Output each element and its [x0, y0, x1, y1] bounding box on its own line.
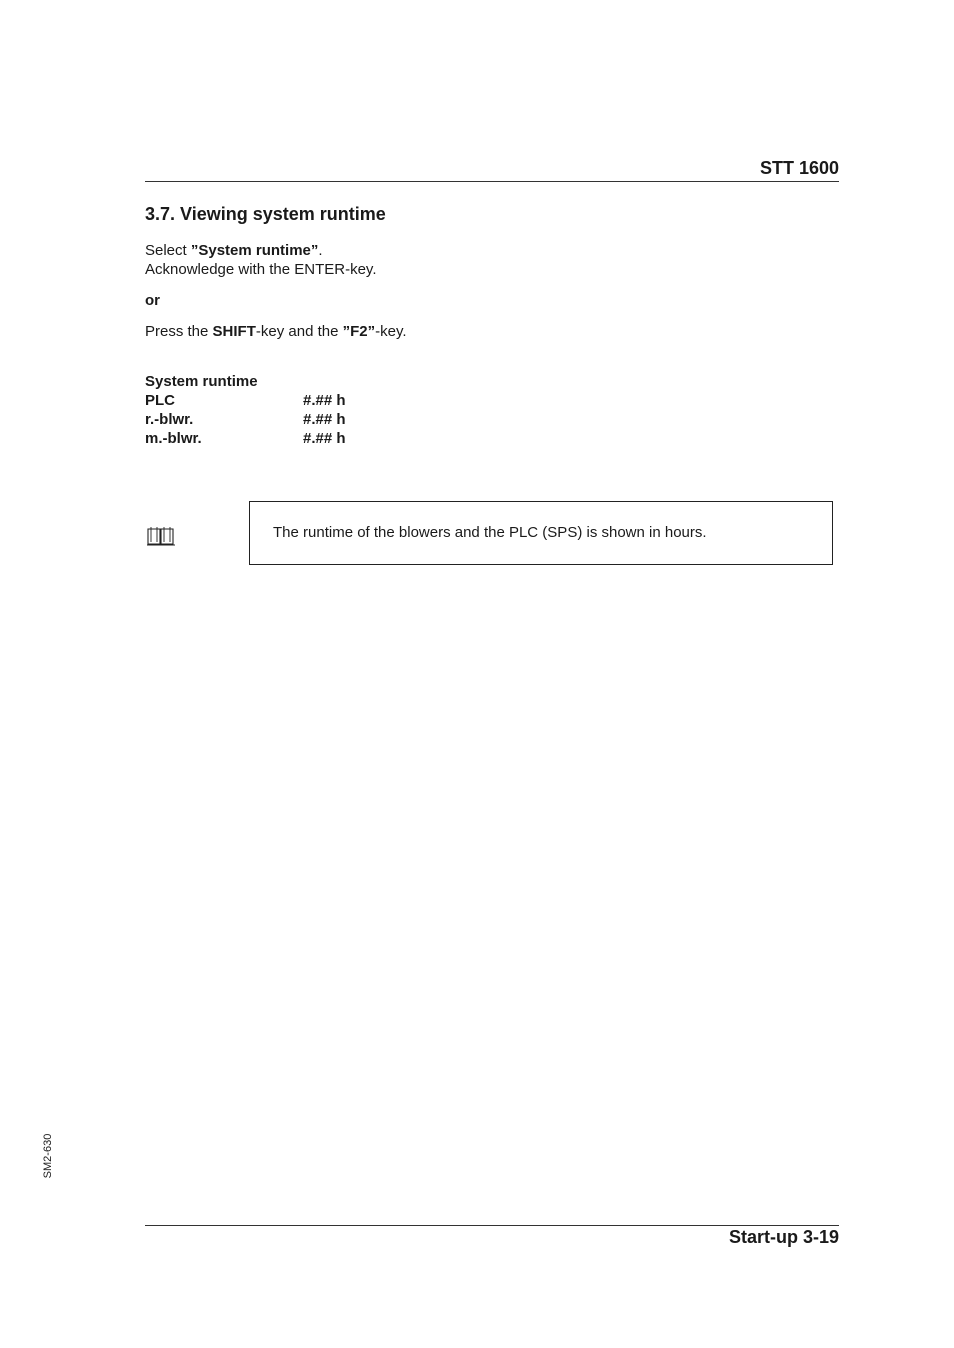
select-item: ”System runtime” — [190, 242, 319, 259]
acknowledge-instruction: Acknowledge with the ENTER-key. — [145, 261, 377, 278]
row-value: #.## h — [303, 392, 346, 409]
press-prefix: Press the — [145, 323, 213, 340]
runtime-table — [145, 372, 346, 448]
header-rule — [145, 181, 839, 182]
select-suffix: . — [318, 242, 323, 259]
row-label: r.-blwr. — [145, 411, 194, 428]
book-icon — [146, 526, 176, 551]
table-row — [145, 429, 346, 448]
footer-rule — [145, 1225, 839, 1226]
header-title: STT 1600 — [759, 158, 839, 178]
row-label: PLC — [145, 392, 175, 409]
press-mid: -key and the — [255, 323, 343, 340]
section-title: 3.7. Viewing system runtime — [145, 204, 386, 224]
select-instruction — [145, 241, 323, 260]
runtime-table-title: System runtime — [145, 373, 258, 390]
f2-key: ”F2” — [342, 323, 376, 340]
row-label: m.-blwr. — [145, 430, 202, 447]
row-value: #.## h — [303, 430, 346, 447]
table-row — [145, 410, 346, 429]
press-instruction — [145, 322, 407, 341]
shift-key: SHIFT — [212, 323, 256, 340]
press-suffix: -key. — [375, 323, 407, 340]
row-value: #.## h — [303, 411, 346, 428]
or-label: or — [145, 292, 160, 309]
document-code: SM2-630 — [42, 1133, 54, 1179]
footer-title: Start-up 3-19 — [728, 1227, 839, 1247]
note-text: The runtime of the blowers and the PLC (SPS) is shown in hours. — [273, 524, 707, 541]
table-row — [145, 391, 346, 410]
select-prefix: Select — [145, 242, 191, 259]
